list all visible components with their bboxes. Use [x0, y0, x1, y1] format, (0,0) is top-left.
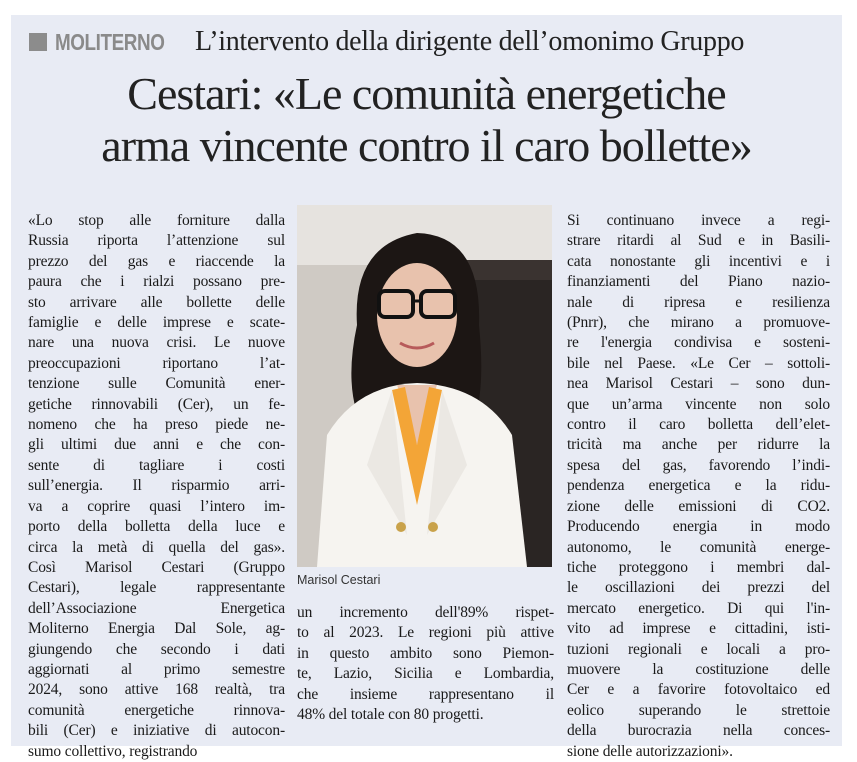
text-line: sull’energia. Il risparmio arri- — [28, 477, 285, 495]
text-line: nare una nuova crisi. Le nuove — [28, 334, 285, 352]
text-line: que un’arma vincente non solo — [567, 395, 830, 413]
article-column-2 — [297, 603, 554, 725]
text-line: muovere la costituzione delle — [567, 660, 830, 678]
text-line: re l'energia condivisa e sosteni- — [567, 334, 830, 352]
text-line: tuzioni regionali e locali a pro- — [567, 640, 830, 658]
text-line: della burocrazia nella conces- — [567, 722, 830, 740]
text-line: strare ritardi al Sud e in Basili- — [567, 232, 830, 250]
text-line: bili (Cer) e iniziative di autocon- — [28, 722, 285, 740]
headline-line-2: arma vincente contro il caro bollette» — [101, 120, 752, 171]
text-line: 2024, sono attive 168 realtà, tra — [28, 681, 285, 699]
kicker-subtitle: L’intervento della dirigente dell’omonimo Gruppo — [195, 26, 745, 57]
text-line: sumo collettivo, registrando — [28, 742, 198, 760]
text-line: Si continuano invece a regi- — [567, 212, 830, 229]
text-line: che insieme rappresentano il — [297, 685, 554, 703]
text-line: vito ad imprese e cittadini, isti- — [567, 620, 830, 638]
text-line: giungendo che secondo i dati — [28, 640, 285, 658]
text-line: autonomo, le comunità energe- — [567, 538, 830, 556]
text-line: nea Marisol Cestari – sono dun- — [567, 375, 830, 393]
text-line: 48% del totale con 80 progetti. — [297, 706, 484, 724]
text-line: bile nel Paese. «Le Cer – sottoli- — [567, 354, 830, 372]
text-line: Cestari), legale rappresentante — [28, 579, 285, 597]
text-line: finanziamenti del Piano nazio- — [567, 273, 830, 291]
text-line: Così Marisol Cestari (Gruppo — [28, 558, 285, 576]
text-line: tenzione sulle Comunità ener- — [28, 375, 285, 393]
text-line: Producendo energia in modo — [567, 518, 830, 536]
text-line: getiche rinnovabili (Cer), un fe- — [28, 395, 285, 413]
portrait-photo — [297, 205, 552, 567]
text-line: eolico superando le strettoie — [567, 701, 830, 719]
text-line: zione delle emissioni di CO2. — [567, 497, 830, 515]
kicker-place: MOLITERNO — [55, 28, 165, 55]
text-line: le oscillazioni dei prezzi del — [567, 579, 830, 597]
text-line: to al 2023. Le regioni più attive — [297, 624, 554, 642]
text-line: aggiornati al primo semestre — [28, 660, 285, 678]
section-marker — [29, 33, 47, 51]
text-line: nale di ripresa e resilienza — [567, 293, 830, 311]
text-line: nomeno che ha preso piede ne- — [28, 416, 285, 434]
text-line: Russia riporta l’attenzione sul — [28, 232, 285, 250]
text-line: famiglie e delle imprese e scate- — [28, 314, 285, 332]
headline — [11, 68, 842, 172]
text-line: circa la metà di quella del gas». — [28, 538, 285, 556]
text-line: te, Lazio, Sicilia e Lombardia, — [297, 665, 554, 683]
portrait-image — [297, 205, 552, 567]
text-line: sione delle autorizzazioni». — [567, 742, 733, 760]
text-line: paura che i rialzi possano pre- — [28, 273, 285, 291]
text-line: pendenza energetica e la ridu- — [567, 477, 830, 495]
kicker — [29, 25, 744, 59]
text-line: dell’Associazione Energetica — [28, 599, 285, 617]
article-column-1 — [28, 211, 285, 762]
headline-line-1: Cestari: «Le comunità energetiche — [127, 68, 726, 119]
text-line: un incremento dell'89% rispet- — [297, 604, 554, 621]
text-line: in questo ambito sono Piemon- — [297, 644, 554, 662]
text-line: comunità energetiche rinnova- — [28, 701, 285, 719]
text-line: spesa del gas, favorendo l’indi- — [567, 456, 830, 474]
text-line: cata nonostante gli incentivi e i — [567, 252, 830, 270]
text-line: porto della bolletta della luce e — [28, 518, 285, 536]
text-line: «Lo stop alle forniture dalla — [28, 212, 285, 229]
text-line: va a coprire quasi l’intero im- — [28, 497, 285, 515]
text-line: Cer e a favorire fotovoltaico ed — [567, 681, 830, 699]
text-line: tiche proteggono i membri dal- — [567, 558, 830, 576]
text-line: preoccupazioni riportano l’at- — [28, 354, 285, 372]
text-line: prezzo del gas e riaccende la — [28, 252, 285, 270]
text-line: mercato energetico. Di qui l'in- — [567, 599, 830, 617]
text-line: gli ultimi due anni e che con- — [28, 436, 285, 454]
text-line: Moliterno Energia Dal Sole, ag- — [28, 620, 285, 638]
article-column-3 — [567, 211, 830, 762]
text-line: contro il caro bolletta dell’elet- — [567, 416, 830, 434]
newspaper-clipping — [11, 15, 842, 760]
text-line: sente di tagliare i costi — [28, 456, 285, 474]
text-line: sto arrivare alle bollette delle — [28, 293, 285, 311]
text-line: (Pnrr), che mirano a promuove- — [567, 314, 830, 332]
photo-caption: Marisol Cestari — [297, 573, 381, 587]
text-line: tricità ma anche per ridurre la — [567, 436, 830, 454]
